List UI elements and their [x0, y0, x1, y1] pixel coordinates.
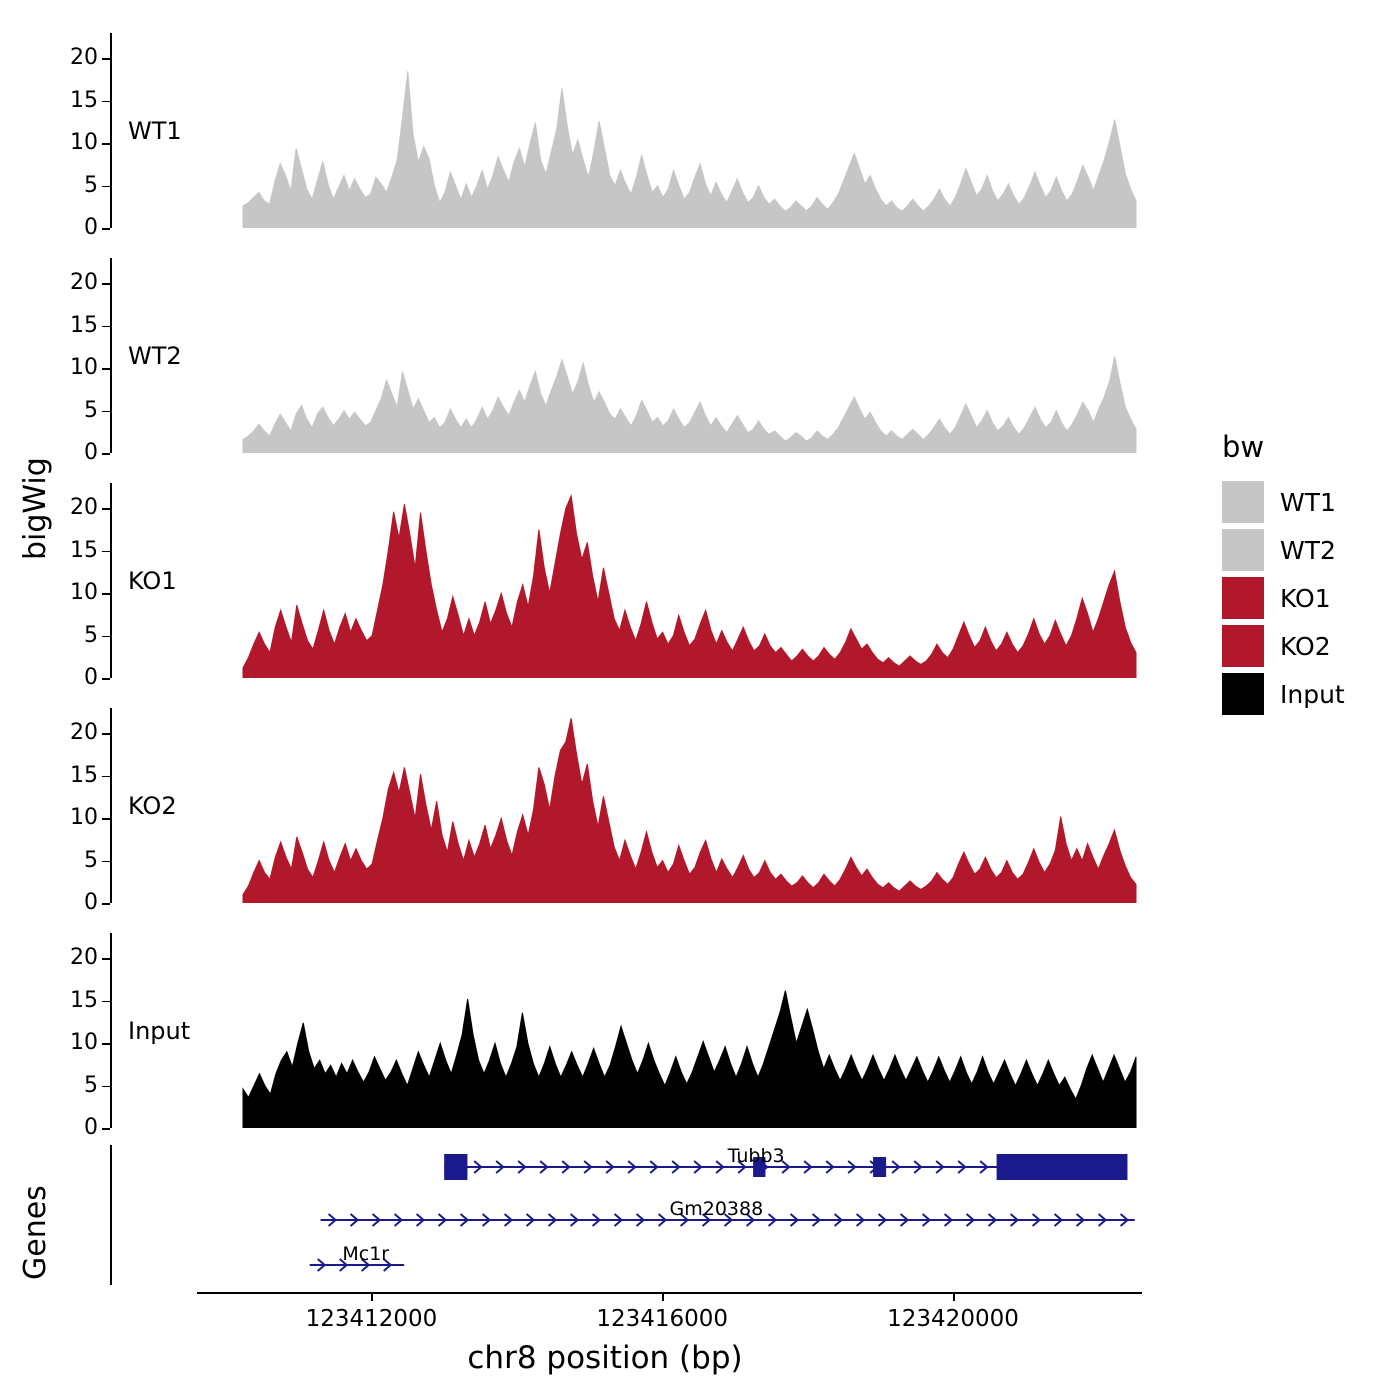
y-tick [102, 1001, 110, 1003]
y-tick [102, 283, 110, 285]
x-tick [662, 1292, 664, 1301]
y-tick [102, 958, 110, 960]
legend-label: Input [1280, 679, 1345, 709]
track-area-ko2 [110, 708, 1170, 903]
y-tick-label: 0 [84, 440, 98, 465]
y-tick-label: 20 [70, 720, 98, 746]
y-tick-label: 5 [84, 1072, 98, 1098]
y-tick [102, 101, 110, 103]
track-label-ko1: KO1 [128, 566, 177, 595]
legend-title: bw [1222, 430, 1265, 464]
y-tick [102, 186, 110, 188]
track-ko2 [70, 708, 1170, 915]
y-tick-label: 5 [84, 172, 98, 198]
gene-label-gm20388: Gm20388 [669, 1198, 764, 1220]
y-tick-label: 15 [70, 312, 98, 338]
y-tick-label: 0 [84, 215, 98, 240]
legend-item-wt2[interactable] [1222, 526, 1345, 574]
y-tick [102, 58, 110, 60]
y-tick-label: 10 [70, 1030, 98, 1056]
y-tick-label: 20 [70, 495, 98, 521]
legend-item-ko2[interactable] [1222, 622, 1345, 670]
track-label-input: Input [128, 1016, 191, 1045]
y-tick-label: 15 [70, 87, 98, 113]
track-ko1 [70, 483, 1170, 690]
y-tick [102, 228, 110, 230]
track-label-wt1: WT1 [128, 116, 182, 145]
legend-swatch [1222, 577, 1264, 619]
x-axis-line [197, 1292, 1142, 1294]
y-tick [102, 903, 110, 905]
y-tick-label: 20 [70, 270, 98, 296]
track-label-ko2: KO2 [128, 791, 177, 820]
legend-item-wt1[interactable] [1222, 478, 1345, 526]
track-area-wt1 [110, 33, 1170, 228]
y-tick-label: 10 [70, 580, 98, 606]
y-tick [102, 776, 110, 778]
track-input [70, 933, 1170, 1140]
gene-exon [997, 1154, 1128, 1180]
y-tick [102, 636, 110, 638]
y-tick [102, 411, 110, 413]
y-tick-label: 15 [70, 762, 98, 788]
y-tick-label: 0 [84, 1115, 98, 1140]
y-tick-label: 5 [84, 847, 98, 873]
gene-label-tubb3: Tubb3 [727, 1145, 785, 1167]
y-tick [102, 818, 110, 820]
track-wt2 [70, 258, 1170, 465]
y-tick-label: 10 [70, 805, 98, 831]
gene-exon [873, 1157, 886, 1177]
gene-exon [444, 1154, 467, 1180]
y-tick-label: 0 [84, 890, 98, 915]
y-tick [102, 1043, 110, 1045]
track-area-ko1 [110, 483, 1170, 678]
y-tick-label: 0 [84, 665, 98, 690]
gene-label-mc1r: Mc1r [342, 1243, 390, 1265]
y-tick-label: 20 [70, 945, 98, 971]
genes-axis-label: Genes [18, 1185, 53, 1280]
legend-swatch [1222, 529, 1264, 571]
y-tick [102, 326, 110, 328]
y-axis-group-label: bigWig [18, 457, 53, 560]
x-tick-label: 123420000 [887, 1306, 1019, 1332]
genes-svg [110, 1145, 1170, 1285]
track-wt1 [70, 33, 1170, 240]
y-tick [102, 861, 110, 863]
genes-axis-line [110, 1145, 112, 1285]
track-area-input [110, 933, 1170, 1128]
y-tick-label: 15 [70, 987, 98, 1013]
legend-label: KO2 [1280, 631, 1331, 661]
y-tick-label: 5 [84, 397, 98, 423]
x-tick [953, 1292, 955, 1301]
y-tick [102, 1086, 110, 1088]
y-tick-label: 15 [70, 537, 98, 563]
track-label-wt2: WT2 [128, 341, 182, 370]
y-tick [102, 368, 110, 370]
y-tick [102, 1128, 110, 1130]
y-tick [102, 508, 110, 510]
x-tick [371, 1292, 373, 1301]
y-tick [102, 678, 110, 680]
legend-label: KO1 [1280, 583, 1331, 613]
y-tick [102, 733, 110, 735]
x-tick-label: 123412000 [305, 1306, 438, 1332]
legend-items [1222, 478, 1345, 718]
y-tick-label: 10 [70, 130, 98, 156]
legend-label: WT2 [1280, 535, 1336, 565]
x-tick-label: 123416000 [596, 1306, 729, 1332]
legend-swatch [1222, 481, 1264, 523]
genes-track [110, 1145, 1170, 1285]
y-tick-label: 20 [70, 45, 98, 71]
y-tick [102, 143, 110, 145]
legend-item-input[interactable] [1222, 670, 1345, 718]
y-tick [102, 453, 110, 455]
legend [1222, 430, 1345, 718]
legend-swatch [1222, 625, 1264, 667]
y-tick-label: 5 [84, 622, 98, 648]
x-axis-title: chr8 position (bp) [467, 1340, 743, 1376]
legend-swatch [1222, 673, 1264, 715]
legend-item-ko1[interactable] [1222, 574, 1345, 622]
track-area-wt2 [110, 258, 1170, 453]
y-tick-label: 10 [70, 355, 98, 381]
y-tick [102, 551, 110, 553]
legend-label: WT1 [1280, 487, 1336, 517]
y-tick [102, 593, 110, 595]
